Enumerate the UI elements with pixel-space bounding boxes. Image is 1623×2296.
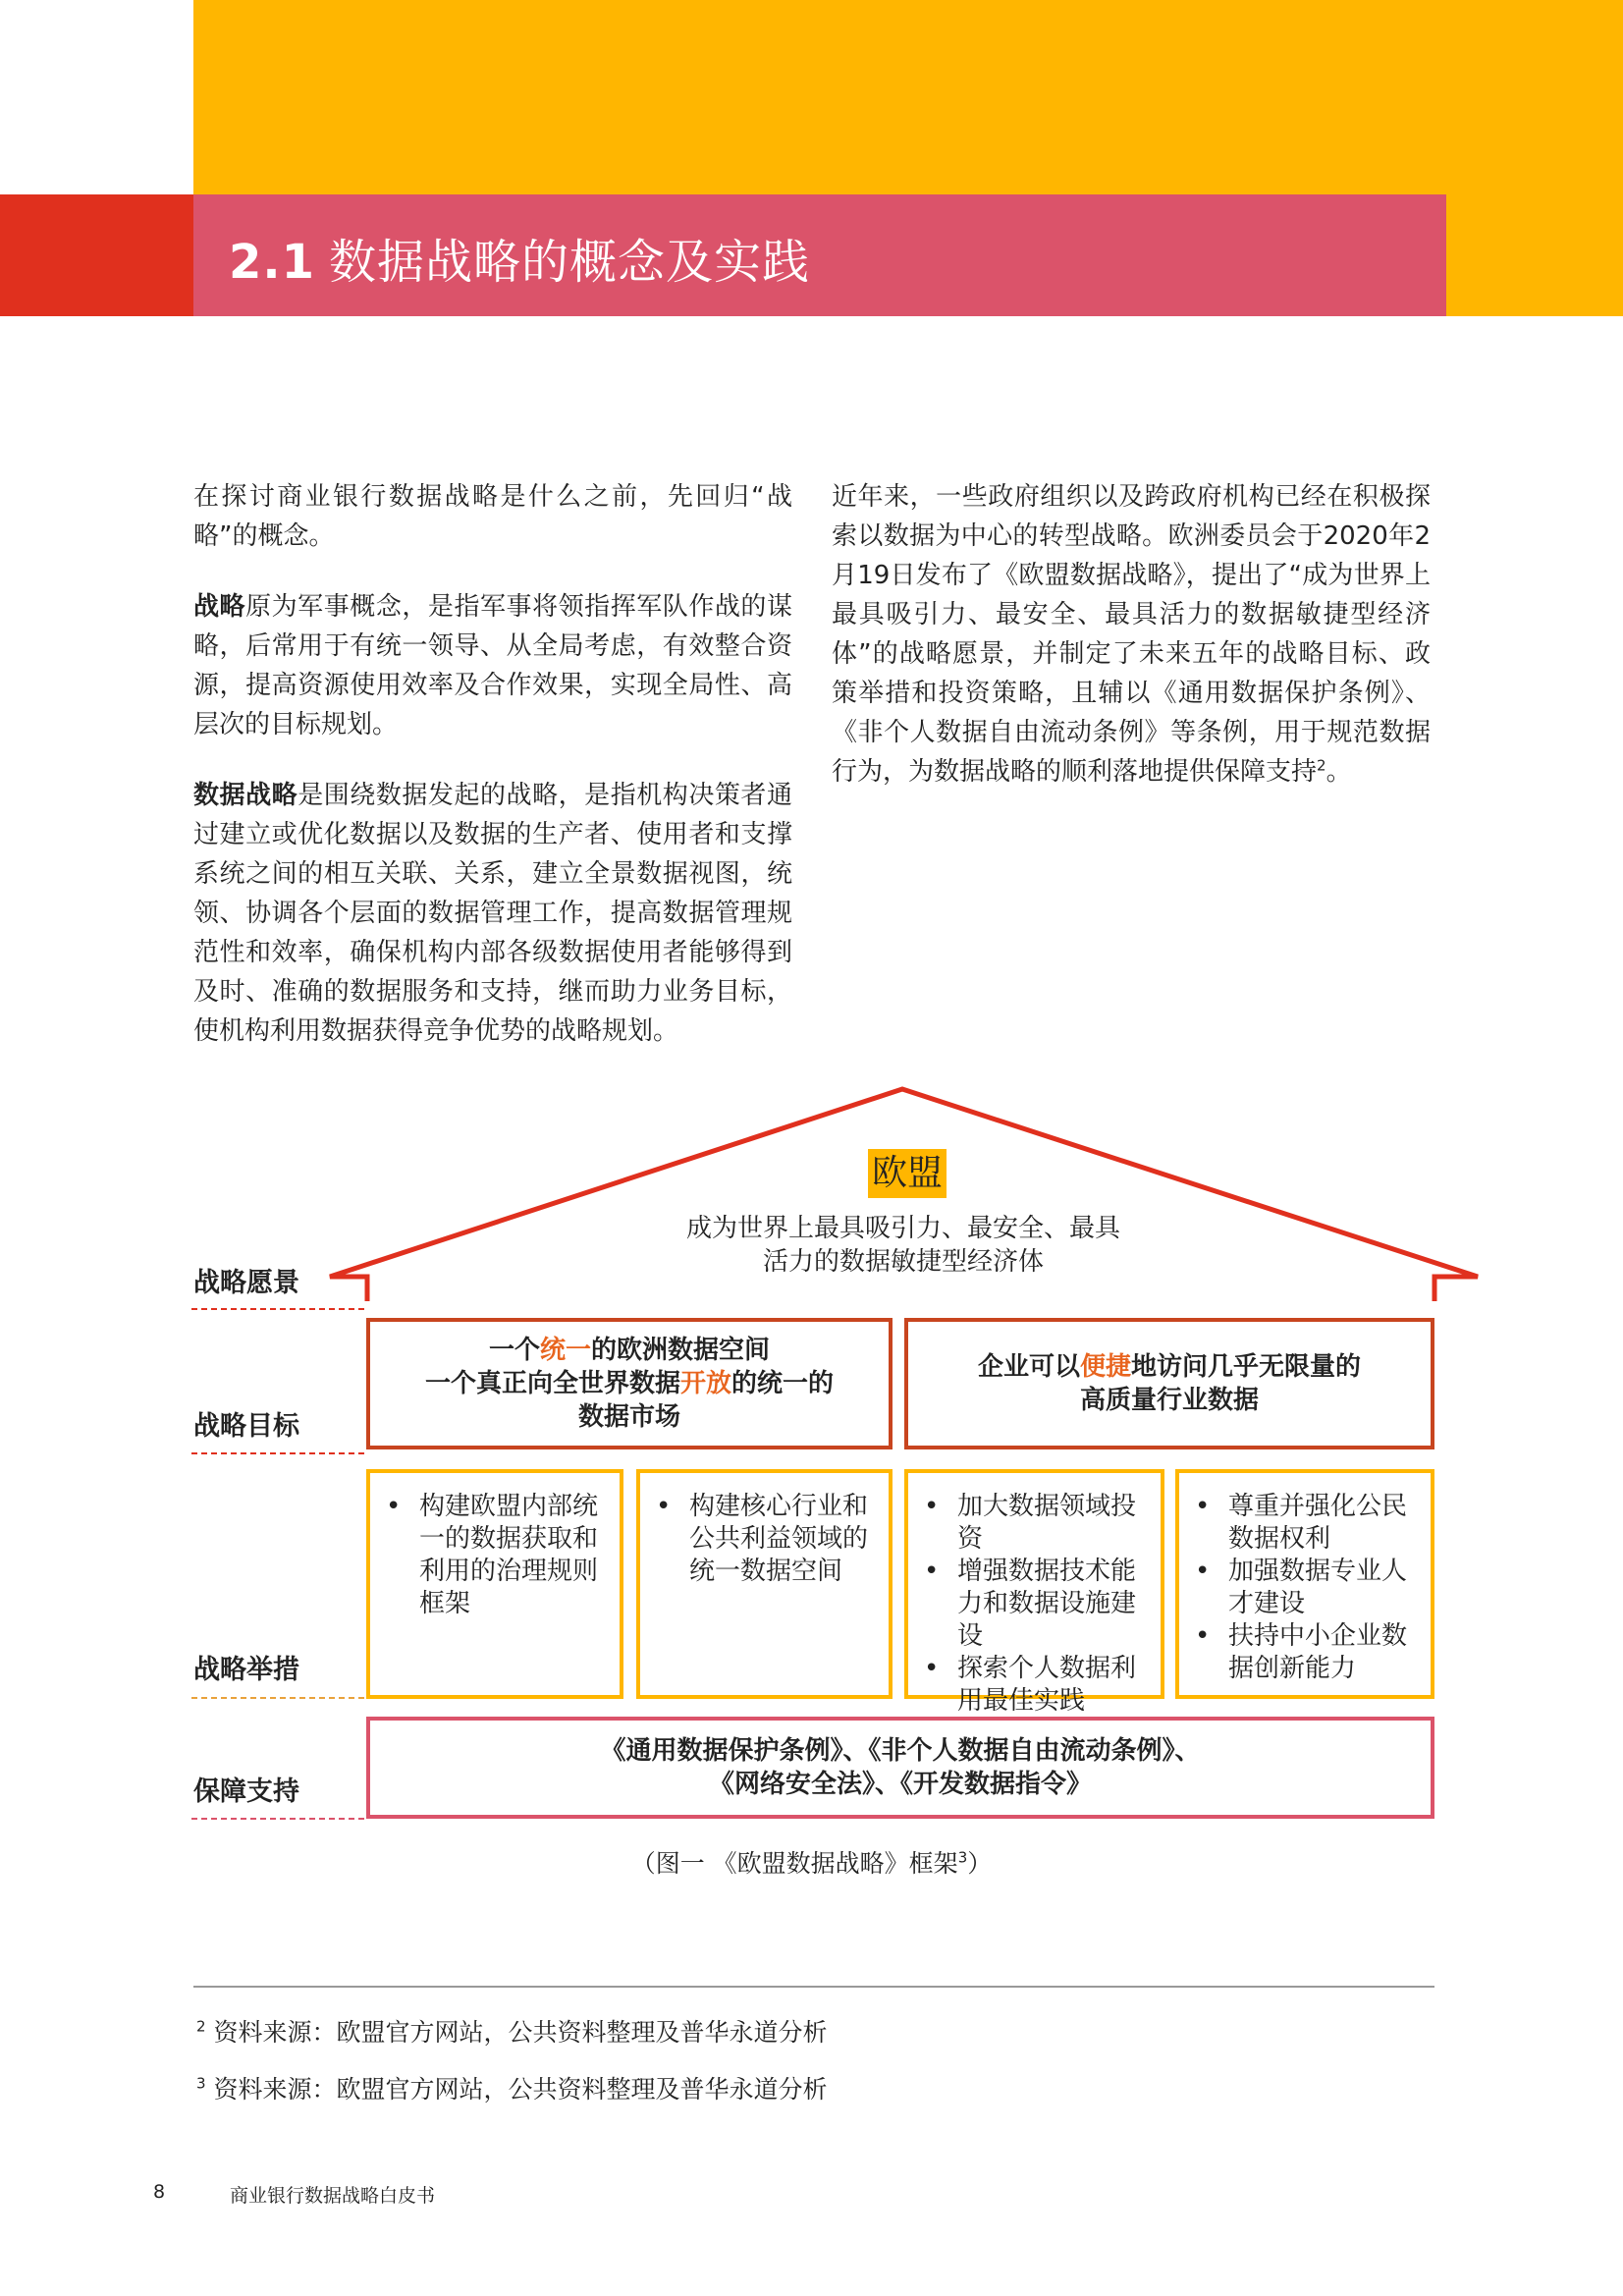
goal-box-1: 一个统一的欧洲数据空间 一个真正向全世界数据开放的统一的 数据市场 (366, 1318, 893, 1449)
measure-box-4 (1175, 1469, 1434, 1699)
divider-measures (191, 1697, 364, 1699)
measure-item: • 构建核心行业和公共利益领域的统一数据空间 (652, 1491, 881, 1588)
measure-item: • 增强数据技术能力和数据设施建设 (920, 1556, 1153, 1653)
paragraph-strategy: 战略原为军事概念，是指军事将领指挥军队作战的谋略，后常用于有统一领导、从全局考虑，有效整合资源，提高资源使用效率及合作效果，实现全局性、高层次的目标规划。 (193, 592, 792, 739)
measure-item: • 构建欧盟内部统一的数据获取和利用的治理规则框架 (382, 1491, 612, 1620)
section-title: 2.1 数据战略的概念及实践 (229, 235, 811, 290)
measure-box-2 (636, 1469, 893, 1699)
footnote-2: $^2$ 资料来源：欧盟官方网站，公共资料整理及普华永道分析 (196, 2017, 828, 2047)
measure-item: • 探索个人数据利用最佳实践 (920, 1653, 1153, 1718)
support-box: 《通用数据保护条例》、《非个人数据自由流动条例》、 《网络安全法》、《开发数据指令》 (366, 1717, 1434, 1819)
measure-box-1 (366, 1469, 623, 1699)
measure-item: • 尊重并强化公民数据权利 (1191, 1491, 1423, 1556)
measure-item: • 加强数据专业人才建设 (1191, 1556, 1423, 1620)
row-label-goals: 战略目标 (193, 1411, 299, 1442)
running-title: 商业银行数据战略白皮书 (230, 2185, 436, 2207)
vision-text: 成为世界上最具吸引力、最安全、最具 活力的数据敏捷型经济体 (685, 1214, 1120, 1277)
footnote-rule (193, 1986, 1434, 1988)
paragraph-data-strategy: 数据战略是围绕数据发起的战略，是指机构决策者通过建立或优化数据以及数据的生产者、使用者和支撑系统之间的相互关联、关系，建立全景数据视图，统领、协调各个层面的数据管理工作，提高数据管理规范性和效率，确保机构内部各级数据使用者能够得到及时、准确的数据服务和支持，继而助力业务目标，使机构利用数据获得竞争优势的战略规划。 (193, 781, 792, 1046)
figure-caption: （图一 《欧盟数据战略》框架$^3$） (630, 1848, 993, 1878)
goal-box-2: 企业可以便捷地访问几乎无限量的 高质量行业数据 (904, 1318, 1434, 1449)
divider-vision (191, 1308, 364, 1310)
divider-goals (191, 1452, 364, 1454)
measure-item: • 加大数据领域投资 (920, 1491, 1153, 1556)
divider-support (191, 1818, 364, 1820)
paragraph-eu: 近年来，一些政府组织以及跨政府机构已经在积极探索以数据为中心的转型战略。欧洲委员会于2020年2月19日发布了《欧盟数据战略》，提出了“成为世界上最具吸引力、最安全、最具活力的数据敏捷型经济体”的战略愿景，并制定了未来五年的战略目标、政策举措和投资策略，且辅以《通用数据保护条例》、《非个人数据自由流动条例》等条例，用于规范数据行为，为数据战略的顺利落地提供保障支持$^2$。 (832, 482, 1431, 787)
footnote-3: $^3$ 资料来源：欧盟官方网站，公共资料整理及普华永道分析 (196, 2074, 828, 2104)
row-label-measures: 战略举措 (193, 1655, 299, 1685)
eu-tag: 欧盟 (868, 1149, 947, 1198)
paragraph-intro: 在探讨商业银行数据战略是什么之前，先回归“战略”的概念。 (193, 482, 792, 551)
measure-item: • 扶持中小企业数据创新能力 (1191, 1620, 1423, 1685)
row-label-support: 保障支持 (193, 1777, 299, 1807)
measure-box-3 (904, 1469, 1164, 1716)
page-number: 8 (153, 2181, 166, 2203)
row-label-vision: 战略愿景 (193, 1268, 299, 1298)
